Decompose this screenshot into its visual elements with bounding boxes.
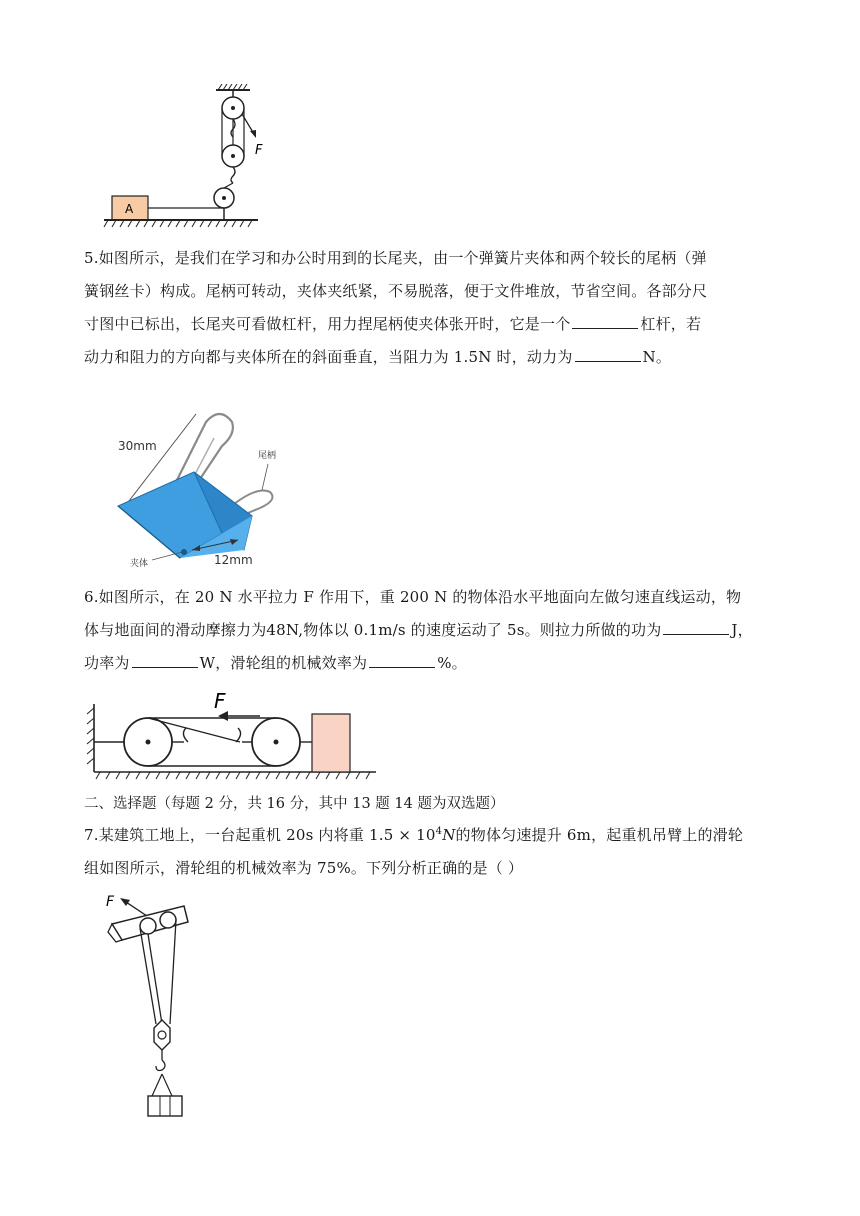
force-label: F: [106, 894, 115, 910]
block-a-label: A: [125, 202, 134, 216]
q7-line-1: 7.某建筑工地上，一台起重机 20s 内将重 $1.5 \times 10^4N$的物体匀速提升 6m，起重机吊臂上的滑轮: [84, 826, 744, 844]
question-6: [84, 581, 754, 680]
crane-pulley-figure: [100, 888, 200, 1124]
force-label: F: [214, 689, 226, 713]
handle-label: 尾柄: [258, 451, 277, 461]
answer-blank[interactable]: [575, 347, 641, 362]
q7-line-2: 组如图所示，滑轮组的机械效率为 75%。下列分析正确的是（ ）: [84, 859, 524, 877]
horizontal-pulley-figure: [84, 686, 380, 782]
section-heading: 二、选择题（每题 2 分，共 16 分，其中 13 题 14 题为双选题）: [84, 796, 505, 812]
q6-line-3: 功率为 W，滑轮组的机械效率为 %。: [84, 654, 467, 672]
pulley-system-figure: [100, 84, 270, 236]
force-label: F: [255, 143, 263, 158]
question-7: [84, 815, 754, 885]
length-label: 30mm: [118, 439, 157, 453]
answer-blank[interactable]: [663, 620, 729, 635]
q5-line-4: 动力和阻力的方向都与夹体所在的斜面垂直，当阻力为 1.5N 时，动力为 N。: [84, 348, 672, 366]
answer-blank[interactable]: [132, 653, 198, 668]
width-label: 12mm: [214, 553, 253, 567]
binder-clip-figure: [108, 400, 308, 572]
answer-blank[interactable]: [369, 653, 435, 668]
q5-line-3: 寸图中已标出，长尾夹可看做杠杆，用力捏尾柄使夹体张开时，它是一个 杠杆，若: [84, 315, 702, 333]
body-label: 夹体: [130, 559, 149, 569]
q5-line-2: 簧钢丝卡）构成。尾柄可转动，夹体夹纸紧，不易脱落，便于文件堆放，节省空间。各部分尺: [84, 282, 708, 300]
question-5: [84, 242, 754, 374]
q6-line-1: 6.如图所示，在 20 N 水平拉力 F 作用下，重 200 N 的物体沿水平地面向左做匀速直线运动，物: [84, 588, 742, 606]
q5-line-1: 5.如图所示，是我们在学习和办公时用到的长尾夹，由一个弹簧片夹体和两个较长的尾柄（弹: [84, 249, 707, 267]
answer-blank[interactable]: [572, 314, 638, 329]
q6-line-2: 体与地面间的滑动摩擦力为48N,物体以 0.1m/s 的速度运动了 5s。则拉力所做的功为 J，: [84, 621, 753, 639]
